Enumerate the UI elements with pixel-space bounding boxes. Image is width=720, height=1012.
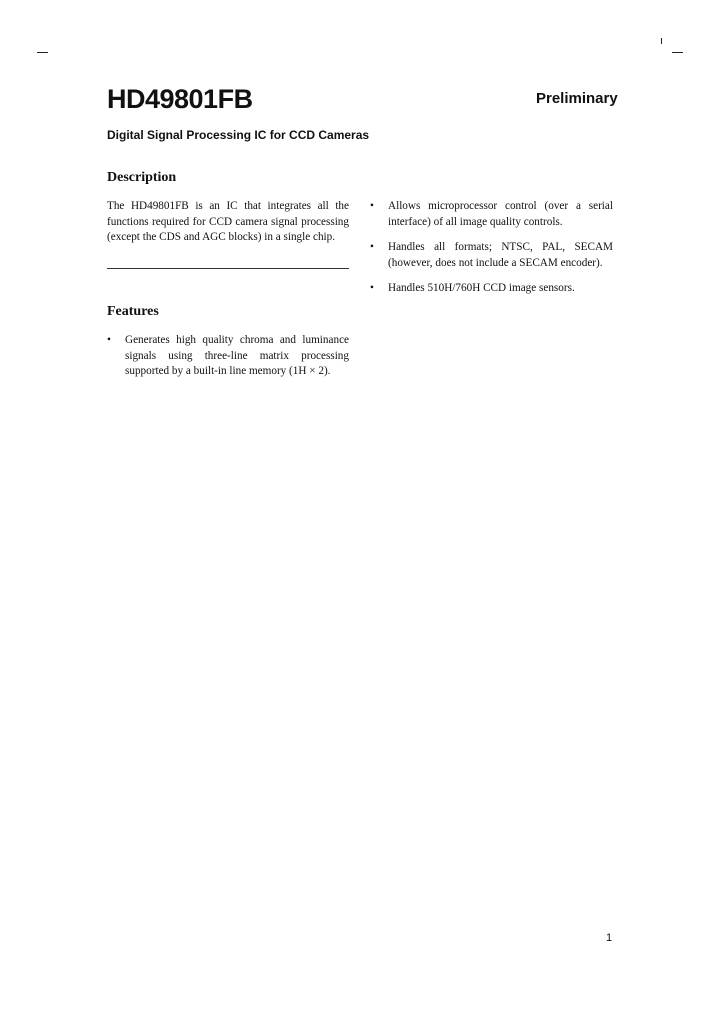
description-heading: Description [107, 170, 177, 185]
crop-mark-top-left [37, 52, 48, 53]
description-text: The HD49801FB is an IC that integrates all the functions required for CCD camera signal processing (except the CDS and AGC blocks) in a single chip. [107, 200, 349, 243]
features-list-left [107, 333, 349, 380]
features-heading: Features [107, 304, 159, 319]
bullet-icon: • [107, 334, 111, 346]
document-subtitle: Digital Signal Processing IC for CCD Cameras [107, 128, 370, 142]
feature-item [370, 281, 613, 297]
part-number-title: HD49801FB [107, 84, 253, 114]
page-number: 1 [606, 932, 613, 944]
features-list-right [370, 199, 613, 307]
bullet-icon: • [370, 200, 374, 212]
feature-item [107, 333, 349, 380]
feature-item-text: Handles 510H/760H CCD image sensors. [388, 282, 575, 294]
feature-item-text: Handles all formats; NTSC, PAL, SECAM (however, does not include a SECAM encoder). [388, 241, 613, 269]
bullet-icon: • [370, 241, 374, 253]
feature-item-text: Allows microprocessor control (over a serial interface) of all image quality controls. [388, 200, 613, 228]
section-divider [107, 268, 349, 269]
feature-item-text: Generates high quality chroma and luminance signals using three-line matrix processing supported by a built-in line memory (1H × 2). [125, 334, 349, 377]
crop-mark-top-right [672, 52, 683, 53]
preliminary-label: Preliminary [536, 90, 618, 107]
bullet-icon: • [370, 282, 374, 294]
feature-item [370, 199, 613, 230]
feature-item [370, 240, 613, 271]
crop-mark-top-right-vertical [661, 38, 662, 44]
